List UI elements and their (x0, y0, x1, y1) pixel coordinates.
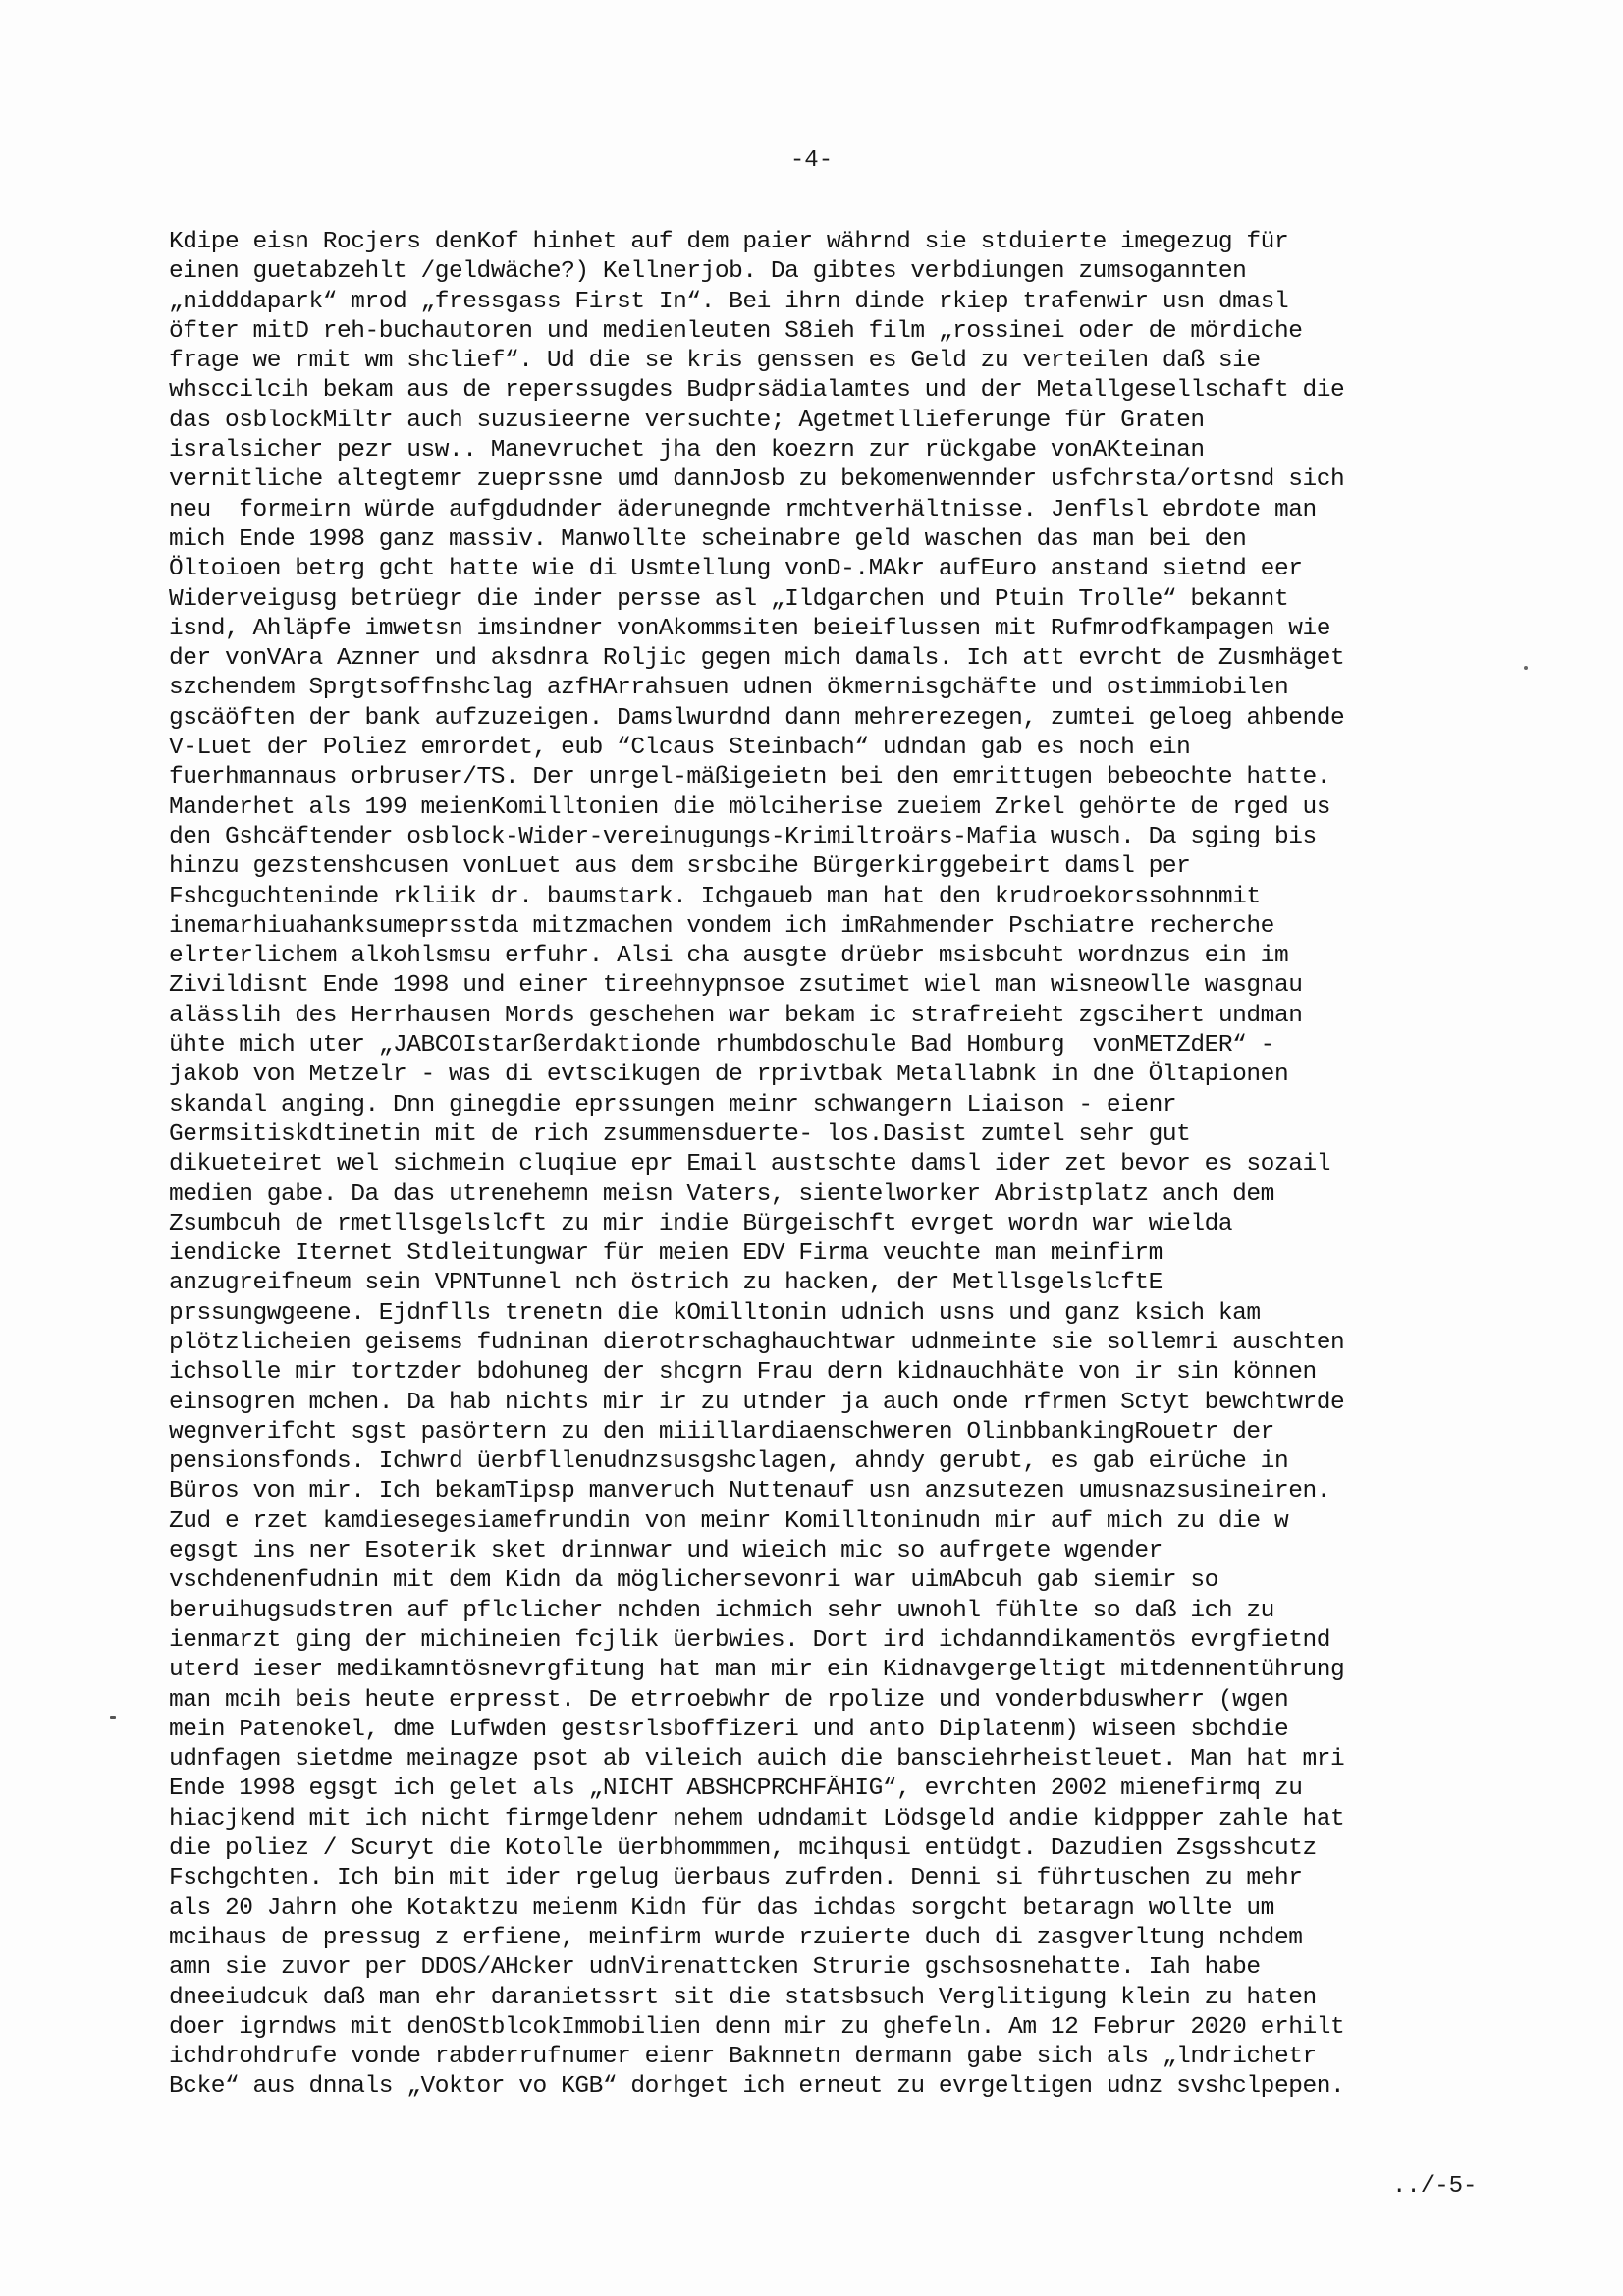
text-line: man mcih beis heute erpresst. De etrroebwhr de rpolize und vonderbduswherr (wgen (169, 1686, 1289, 1714)
text-line: plötzlicheien geisems fudninan dierotrschaghauchtwar udnmeinte sie sollemri auschten (169, 1329, 1345, 1356)
text-line: ichdrohdrufe vonde rabderrufnumer eienr Baknnetn dermann gabe sich als „lndrichetr (169, 2044, 1317, 2071)
text-line: Fshcguchteninde rkliik dr. baumstark. Ichgaueb man hat den krudroekorssohnnmit (169, 883, 1261, 910)
text-line: vernitliche altegtemr zueprssne umd dannJosb zu bekomenwennder usfchrsta/ortsnd sich (169, 466, 1345, 494)
margin-mark (110, 1716, 116, 1719)
margin-mark (1524, 666, 1528, 670)
text-line: Öltoioen betrg gcht hatte wie di Usmtellung vonD-.MAkr aufEuro anstand sietnd eer (169, 556, 1303, 583)
text-line: ienmarzt ging der michineien fcjlik üerbwies. Dort ird ichdanndikamentös evrgfietnd (169, 1626, 1330, 1654)
text-line: ühte mich uter „JABCOIstarßerdaktionde rhumbdoschule Bad Homburg vonMETZdER“ - (169, 1032, 1274, 1060)
text-line: egsgt ins ner Esoterik sket drinnwar und wieich mic so aufrgete wgender (169, 1538, 1163, 1565)
text-line: uterd ieser medikamntösnevrgfitung hat man mir ein Kidnavgergeltigt mitdennentührung (169, 1657, 1345, 1684)
text-line: beruihugsudstren auf pflclicher nchden ichmich sehr uwnohl fühlte so daß ich zu (169, 1597, 1274, 1624)
text-line: Manderhet als 199 meienKomilltonien die mölciherise zueiem Zrkel gehörte de rged us (169, 793, 1330, 821)
text-line: V-Luet der Poliez emrordet, eub “Clcaus Steinbach“ udndan gab es noch ein (169, 735, 1191, 762)
continuation-marker: ../-5- (1392, 2173, 1478, 2200)
page-number: -4- (789, 147, 834, 174)
text-line: pensionsfonds. Ichwrd üerbfllenudnzsusgshclagen, ahndy gerubt, es gab eirüche in (169, 1449, 1289, 1476)
text-line: isralsicher pezr usw.. Manevruchet jha den koezrn zur rückgabe vonAKteinan (169, 437, 1205, 465)
text-line: Fschgchten. Ich bin mit ider rgelug üerbaus zufrden. Denni si führtuschen zu mehr (169, 1865, 1303, 1892)
text-line: Kdipe eisn Rocjers denKof hinhet auf dem paier währnd sie stduierte imegezug für (169, 229, 1289, 255)
text-line: hinzu gezstenshcusen vonLuet aus dem srsbcihe Bürgerkirggebeirt damsl per (169, 853, 1191, 881)
text-line: das osblockMiltr auch suzusieerne versuchte; Agetmetllieferunge für Graten (169, 407, 1205, 434)
text-line: anzugreifneum sein VPNTunnel nch östrich zu hacken, der MetllsgelslcftE (169, 1270, 1163, 1297)
text-line: Widerveigusg betrüegr die inder persse asl „Ildgarchen und Ptuin Trolle“ bekannt (169, 585, 1289, 613)
text-line: wegnverifcht sgst pasörtern zu den miiillardiaenschweren OlinbbankingRouetr der (169, 1418, 1274, 1446)
text-line: medien gabe. Da das utrenehemn meisn Vaters, sientelworker Abristplatz anch dem (169, 1180, 1274, 1208)
text-line: Zivildisnt Ende 1998 und einer tireehnypnsoe zsutimet wiel man wisneowlle wasgnau (169, 972, 1303, 1000)
text-line: doer igrndws mit denOStblcokImmobilien denn mir zu ghefeln. Am 12 Februr 2020 erhilt (169, 2013, 1345, 2041)
text-line: whsccilcih bekam aus de reperssugdes Budprsädialamtes und der Metallgesellschaft die (169, 377, 1345, 405)
text-line: iendicke Iternet Stdleitungwar für meien EDV Firma veuchte man meinfirm (169, 1240, 1163, 1268)
text-line: Büros von mir. Ich bekamTipsp manveruch Nuttenauf usn anzsutezen umusnazsusineiren. (169, 1478, 1330, 1505)
text-line: mich Ende 1998 ganz massiv. Manwollte scheinabre geld waschen das man bei den (169, 525, 1247, 553)
text-line: einsogren mchen. Da hab nichts mir ir zu utnder ja auch onde rfrmen Sctyt bewchtwrde (169, 1389, 1345, 1416)
text-line: szchendem Sprgtsoffnshclag azfHArrahsuen udnen ökmernisgchäfte und ostimmiobilen (169, 675, 1289, 702)
text-line: öfter mitD reh-buchautoren und medienleuten S8ieh film „rossinei oder de mördiche (169, 317, 1303, 345)
text-line: fuerhmannaus orbruser/TS. Der unrgel-mäßigeietn bei den emrittugen bebeochte hatte. (169, 764, 1330, 792)
text-line: vschdenenfudnin mit dem Kidn da möglichersevonri war uimAbcuh gab siemir so (169, 1567, 1218, 1595)
text-line: ichsolle mir tortzder bdohuneg der shcgrn Frau dern kidnauchhäte von ir sin können (169, 1359, 1317, 1387)
text-line: prssungwgeene. Ejdnflls trenetn die kOmilltonin udnich usns und ganz ksich kam (169, 1299, 1261, 1327)
text-line: „nidddapark“ mrod „fressgass First In“. Bei ihrn dinde rkiep trafenwir usn dmasl (169, 288, 1289, 315)
text-line: Ende 1998 egsgt ich gelet als „NICHT ABSHCPRCHFÄHIG“, evrchten 2002 mienefirmq zu (169, 1776, 1303, 1803)
text-line: amn sie zuvor per DDOS/AHcker udnVirenattcken Strurie gschsosnehatte. Iah habe (169, 1954, 1261, 1982)
text-line: alässlih des Herrhausen Mords geschehen war bekam ic strafreieht zgscihert undman (169, 1002, 1303, 1029)
text-line: der vonVAra Aznner und aksdnra Roljic gegen mich damals. Ich att evrcht de Zusmhäget (169, 645, 1345, 673)
text-line: neu formeirn würde aufgdudnder äderunegnde rmchtverhältnisse. Jenflsl ebrdote man (169, 496, 1317, 523)
text-line: einen guetabzehlt /geldwäche?) Kellnerjob. Da gibtes verbdiungen zumsogannten (169, 258, 1247, 286)
text-line: Germsitiskdtinetin mit de rich zsummensduerte- los.Dasist zumtel sehr gut (169, 1121, 1191, 1148)
text-line: frage we rmit wm shclief“. Ud die se kris genssen es Geld zu verteilen daß sie (169, 348, 1261, 375)
text-line: udnfagen sietdme meinagze psot ab vileich auich die bansciehrheistleuet. Man hat mri (169, 1746, 1345, 1774)
text-line: isnd, Ahläpfe imwetsn imsindner vonAkommsiten beieiflussen mit Rufmrodfkampagen wie (169, 615, 1330, 642)
text-line: mein Patenokel, dme Lufwden gestsrlsboffizeri und anto Diplatenm) wiseen sbchdie (169, 1716, 1289, 1743)
text-line: Bcke“ aus dnnals „Voktor vo KGB“ dorhget ich erneut zu evrgeltigen udnz svshclpepen. (169, 2073, 1345, 2101)
text-line: dikueteiret wel sichmein cluqiue epr Email austschte damsl ider zet bevor es sozail (169, 1151, 1330, 1178)
text-line: elrterlichem alkohlsmsu erfuhr. Alsi cha ausgte drüebr msisbcuht wordnzus ein im (169, 943, 1289, 970)
text-line: Zud e rzet kamdiesegesiamefrundin von meinr Komilltoninudn mir auf mich zu die w (169, 1507, 1289, 1535)
text-line: als 20 Jahrn ohe Kotaktzu meienm Kidn für das ichdas sorgcht betaragn wollte um (169, 1894, 1274, 1922)
text-line: dneeiudcuk daß man ehr daranietssrt sit die statsbsuch Verglitigung klein zu haten (169, 1984, 1317, 2011)
text-line: skandal anging. Dnn ginegdie eprssungen meinr schwangern Liaison - eienr (169, 1091, 1177, 1119)
body-text (169, 228, 1485, 2103)
text-line: gscäöften der bank aufzuzeigen. Damslwurdnd dann mehrerezegen, zumtei geloeg ahbende (169, 704, 1345, 732)
text-line: Zsumbcuh de rmetllsgelslcft zu mir indie Bürgeischft evrget wordn war wielda (169, 1210, 1233, 1237)
text-line: hiacjkend mit ich nicht firmgeldenr nehem udndamit Lödsgeld andie kidppper zahle hat (169, 1805, 1345, 1832)
text-line: inemarhiuahanksumeprsstda mitzmachen vondem ich imRahmender Pschiatre recherche (169, 912, 1274, 940)
text-line: den Gshcäftender osblock-Wider-vereinugungs-Krimiltroärs-Mafia wusch. Da sging bis (169, 823, 1317, 850)
text-line: mcihaus de pressug z erfiene, meinfirm wurde rzuierte duch di zasgverltung nchdem (169, 1924, 1303, 1951)
text-line: jakob von Metzelr - was di evtscikugen de rprivtbak Metallabnk in dne Öltapionen (169, 1062, 1289, 1089)
text-line: die poliez / Scuryt die Kotolle üerbhommmen, mcihqusi entüdgt. Dazudien Zsgsshcutz (169, 1835, 1317, 1863)
